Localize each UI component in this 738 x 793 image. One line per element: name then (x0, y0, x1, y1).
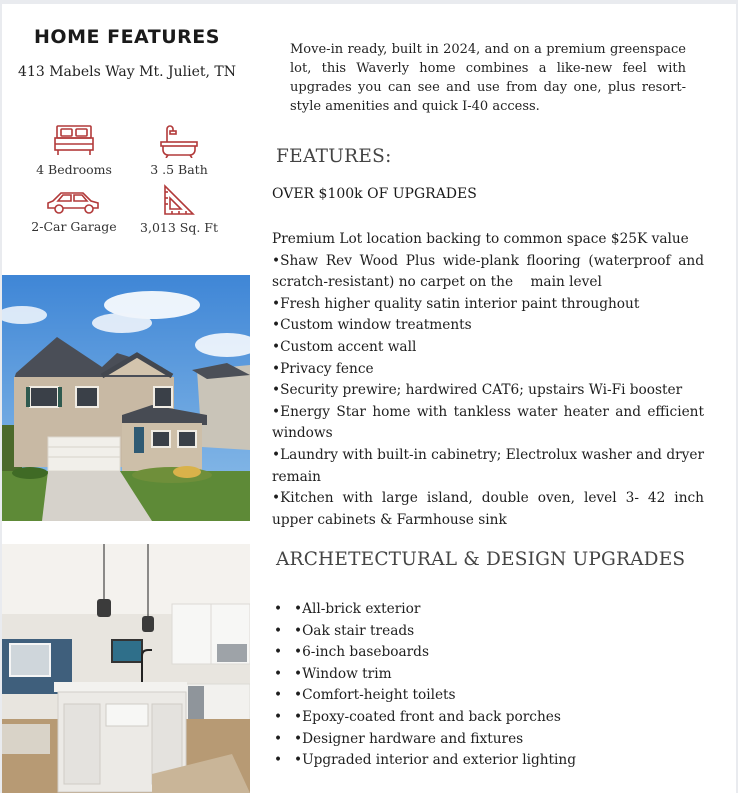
feature-item: •Custom accent wall (272, 338, 417, 355)
feature-item: •Energy Star home with tankless water heater and efficient windows (272, 403, 704, 442)
bathtub-icon (159, 124, 199, 158)
feature-item: •Laundry with built-in cabinetry; Electrolux washer and dryer remain (272, 446, 704, 485)
bullet: • (274, 622, 283, 639)
bullet: • (274, 644, 283, 661)
feature-item: •Shaw Rev Wood Plus wide-plank flooring (waterproof and scratch-resistant) no carpet on the main level (272, 252, 709, 291)
bath-stat (119, 124, 239, 177)
bullet: • (274, 708, 283, 725)
arch-item: • •Window trim (272, 664, 704, 686)
feature-item: •Kitchen with large island, double oven, level 3- 42 inch upper cabinets & Farmhouse sink (272, 490, 704, 528)
bullet: • (274, 730, 283, 747)
exterior-photo (2, 275, 250, 521)
upgrades-subheading: OVER $100k OF UPGRADES (272, 186, 477, 202)
arch-item: • •All-brick exterior (272, 599, 704, 621)
bullet: • (274, 752, 283, 769)
bullet: • (274, 687, 283, 704)
arch-item: • •Epoxy-coated front and back porches (272, 707, 704, 729)
garage-stat (14, 191, 134, 234)
garage-label: 2-Car Garage (31, 219, 117, 234)
feature-item: •Fresh higher quality satin interior paint throughout (272, 295, 640, 312)
arch-heading: ARCHETECTURAL & DESIGN UPGRADES (276, 549, 686, 570)
car-icon (45, 191, 103, 215)
feature-item: Premium Lot location backing to common space $25K value (272, 231, 689, 247)
bedrooms-stat (14, 124, 134, 177)
arch-item: • •Designer hardware and fixtures (272, 729, 704, 751)
intro-paragraph: Move-in ready, built in 2024, and on a premium greenspace lot, this Waverly home combines a like-new feel with upgrades you can see and use from day one, plus resort-style amenities and quick I-40 access. (290, 42, 686, 114)
bullet: • (274, 601, 283, 617)
sqft-label: 3,013 Sq. Ft (140, 220, 218, 235)
feature-item: •Security prewire; hardwired CAT6; upstairs Wi-Fi booster (272, 382, 683, 399)
kitchen-photo (2, 544, 250, 793)
arch-item: • •6-inch baseboards (272, 642, 704, 664)
sidebar-title: HOME FEATURES (34, 26, 220, 48)
arch-item: • •Upgraded interior and exterior lighting (272, 750, 704, 772)
bedrooms-label: 4 Bedrooms (36, 162, 112, 177)
sqft-stat (119, 184, 239, 235)
arch-list (272, 599, 704, 772)
bullet: • (274, 665, 283, 682)
feature-item: •Privacy fence (272, 360, 374, 377)
bed-icon (53, 124, 95, 158)
property-address: 413 Mabels Way Mt. Juliet, TN (18, 64, 236, 80)
arch-item: • •Oak stair treads (272, 621, 704, 643)
arch-item: • •Comfort-height toilets (272, 685, 704, 707)
bath-label: 3 .5 Bath (150, 162, 208, 177)
feature-item: •Custom window treatments (272, 317, 472, 334)
features-heading: FEATURES: (276, 146, 392, 167)
features-list (272, 229, 709, 531)
flyer-page (2, 4, 736, 793)
ruler-triangle-icon (162, 184, 196, 216)
